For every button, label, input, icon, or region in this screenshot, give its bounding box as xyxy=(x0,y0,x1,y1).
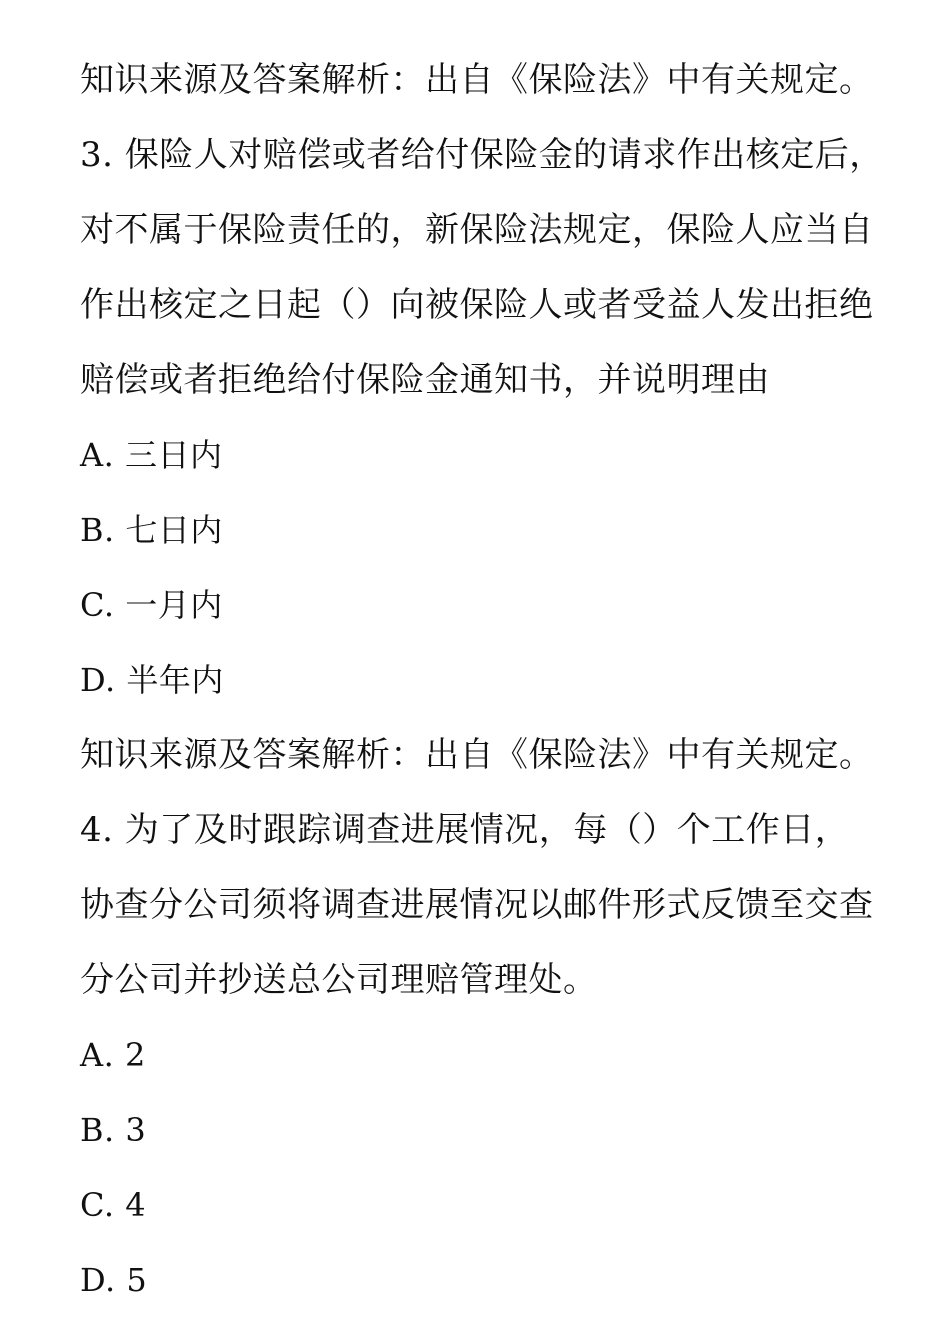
question-4-option-b: B. 3 xyxy=(80,1111,147,1149)
question-3-option-a: A. 三日内 xyxy=(80,436,223,474)
question-4-line: 分公司并抄送总公司理赔管理处。 xyxy=(80,960,598,1000)
question-3-line: 3. 保险人对赔偿或者给付保险金的请求作出核定后， xyxy=(80,135,884,175)
explanation-line: 知识来源及答案解析：出自《保险法》中有关规定。 xyxy=(80,735,874,775)
question-3-line: 作出核定之日起（）向被保险人或者受益人发出拒绝 xyxy=(80,285,874,325)
question-3-line: 赔偿或者拒绝给付保险金通知书，并说明理由 xyxy=(80,360,770,400)
question-3-option-d: D. 半年内 xyxy=(80,661,224,699)
question-3-option-b: B. 七日内 xyxy=(80,511,223,549)
document-page xyxy=(80,43,884,1318)
question-4-line: 协查分公司须将调查进展情况以邮件形式反馈至交查 xyxy=(80,885,874,925)
question-3-line: 对不属于保险责任的，新保险法规定，保险人应当自 xyxy=(80,210,874,250)
question-4-option-c: C. 4 xyxy=(80,1186,147,1224)
question-4-option-a: A. 2 xyxy=(80,1036,146,1074)
explanation-line: 知识来源及答案解析：出自《保险法》中有关规定。 xyxy=(80,60,874,100)
question-4-line: 4. 为了及时跟踪调查进展情况，每（）个工作日， xyxy=(80,810,850,850)
question-4-option-d: D. 5 xyxy=(80,1261,148,1299)
question-3-option-c: C. 一月内 xyxy=(80,586,223,624)
